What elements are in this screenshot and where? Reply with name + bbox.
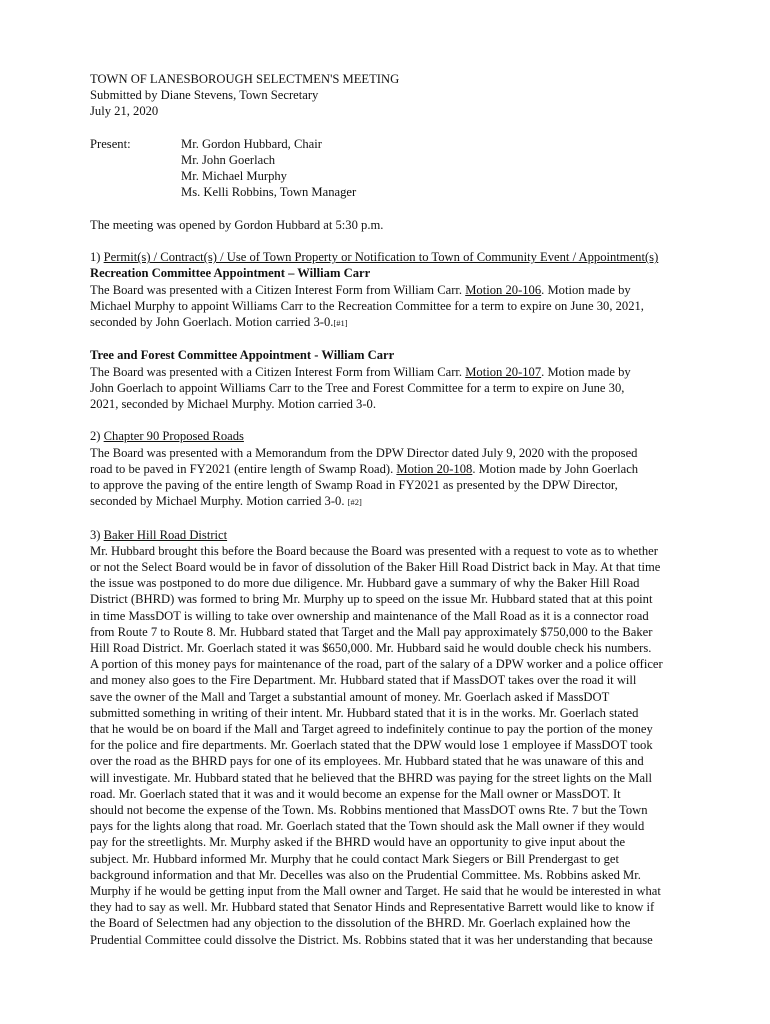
paragraph-line: The Board was presented with a Memorandum from the DPW Director dated July 9, 2020 with the proposed <box>90 445 638 460</box>
section-3-heading: 3) Baker Hill Road District <box>90 527 228 542</box>
paragraph-line: pay for the streetlights. Mr. Murphy asked if the BHRD would have an opportunity to give input about the <box>90 835 626 850</box>
attendee: Mr. Michael Murphy <box>181 169 287 184</box>
paragraph-line: seconded by John Goerlach. Motion carried 3-0.[#1] <box>90 315 348 329</box>
paragraph-line: 2021, seconded by Michael Murphy. Motion carried 3-0. <box>90 397 376 411</box>
paragraph-line: submitted something in writing of their intent. Mr. Hubbard stated that it is in the works. Mr. Goerlach stated <box>90 705 639 720</box>
meeting-date: July 21, 2020 <box>90 104 159 119</box>
paragraph-line: Mr. Hubbard brought this before the Board because the Board was presented with a request to vote as to whether <box>90 543 658 558</box>
paragraph-line: in time MassDOT is willing to take over ownership and maintenance of the Mall Road as it is a connector road <box>90 608 649 623</box>
paragraph-line: road. Mr. Goerlach stated that it was and it would become an expense for the Mall owner or MassDOT. It <box>90 786 621 801</box>
paragraph-line: District (BHRD) was formed to bring Mr. Murphy up to speed on the issue Mr. Hubbard stated that at this point <box>90 592 653 607</box>
paragraph-line: John Goerlach to appoint Williams Carr to the Tree and Forest Committee for a term to expire on June 30, <box>90 380 625 395</box>
tree-forest-appointment-title: Tree and Forest Committee Appointment - William Carr <box>90 348 395 363</box>
submitted-by: Submitted by Diane Stevens, Town Secretary <box>90 88 319 103</box>
motion-number: Motion 20-107 <box>465 364 542 379</box>
paragraph-line: Hill Road District. Mr. Goerlach stated it was $650,000. Mr. Hubbard said he would double check his numbers. <box>90 641 652 656</box>
paragraph-line: for the police and fire departments. Mr. Goerlach stated that the DPW would lose 1 employee if MassDOT took <box>90 738 653 753</box>
paragraph-line: The Board was presented with a Citizen Interest Form from William Carr. Motion 20-107. Motion made by <box>90 364 631 379</box>
paragraph-line: or not the Select Board would be in favor of dissolution of the Baker Hill Road District back in May. At that time <box>90 560 661 574</box>
paragraph-line: Michael Murphy to appoint Williams Carr to the Recreation Committee for a term to expire on June 30, 2021, <box>90 298 644 313</box>
attendee: Ms. Kelli Robbins, Town Manager <box>181 185 357 200</box>
exhibit-note: [#2] <box>347 497 362 508</box>
paragraph-line: they had to say as well. Mr. Hubbard stated that Senator Hinds and Representative Barrett would like to know if <box>90 900 655 915</box>
attendee: Mr. John Goerlach <box>181 153 276 167</box>
paragraph-line: Murphy if he would be getting input from the Mall owner and Target. He said that he would be interested in what <box>90 884 661 899</box>
paragraph-line: the Board of Selectmen had any objection to the dissolution of the BHRD. Mr. Goerlach explained how the <box>90 916 631 931</box>
paragraph-line: The Board was presented with a Citizen Interest Form from William Carr. Motion 20-106. Motion made by <box>90 282 631 297</box>
paragraph-line: will investigate. Mr. Hubbard stated that he believed that the BHRD was paying for the street lights on the Mall <box>90 770 653 785</box>
paragraph-line: should not become the expense of the Town. Ms. Robbins mentioned that MassDOT owns Rte. 7 but the Town <box>90 803 648 818</box>
baker-hill-paragraph <box>90 543 702 948</box>
attendance-block <box>90 136 702 201</box>
paragraph-line: the issue was postponed to do more due diligence. Mr. Hubbard gave a summary of why the Baker Hill Road <box>90 576 640 591</box>
attendee-list <box>181 136 356 201</box>
paragraph-line: to approve the paving of the entire length of Swamp Road in FY2021 as presented by the DPW Director, <box>90 478 618 492</box>
paragraph-line: and money also goes to the Fire Department. Mr. Hubbard stated that if MassDOT takes over the road it will <box>90 673 637 688</box>
paragraph-line: over the road as the BHRD pays for one of its employees. Mr. Hubbard stated that he was unaware of this and <box>90 754 644 769</box>
paragraph-line: subject. Mr. Hubbard informed Mr. Murphy that he could contact Mark Siegers or Bill Prendergast to get <box>90 851 619 866</box>
paragraph-line: that he would be on board if the Mall and Target agreed to indefinitely continue to pay the portion of the money <box>90 722 653 737</box>
minutes-body <box>90 71 702 948</box>
paragraph-line: pays for the lights along that road. Mr. Goerlach stated that the Town should ask the Mall owner if they would <box>90 819 645 834</box>
opening-statement: The meeting was opened by Gordon Hubbard at 5:30 p.m. <box>90 217 384 232</box>
recreation-appointment-title: Recreation Committee Appointment – William Carr <box>90 266 371 281</box>
exhibit-note: [#1] <box>333 318 348 328</box>
paragraph-line: save the owner of the Mall and Target a substantial amount of money. Mr. Goerlach asked if MassDOT <box>90 689 610 704</box>
attendee: Mr. Gordon Hubbard, Chair <box>181 136 322 151</box>
paragraph-line: A portion of this money pays for maintenance of the road, part of the salary of a DPW worker and a police officer <box>90 657 663 672</box>
section-2-heading: 2) Chapter 90 Proposed Roads <box>90 429 244 444</box>
present-label: Present: <box>90 136 131 151</box>
paragraph-line: road to be paved in FY2021 (entire length of Swamp Road). Motion 20-108. Motion made by John Goerlach <box>90 461 639 476</box>
motion-number: Motion 20-108 <box>396 461 473 476</box>
paragraph-line: Prudential Committee could dissolve the District. Ms. Robbins stated that it was her understanding that because <box>90 932 653 947</box>
paragraph-line: from Route 7 to Route 8. Mr. Hubbard stated that Target and the Mall pay approximately $750,000 to the Baker <box>90 624 653 639</box>
paragraph-line: seconded by Michael Murphy. Motion carried 3-0. [#2] <box>90 494 362 509</box>
section-1-heading: 1) Permit(s) / Contract(s) / Use of Town Property or Notification to Town of Community Event / Appointment(s) <box>90 250 659 265</box>
paragraph-line: background information and that Mr. Decelles was also on the Prudential Committee. Ms. Robbins asked Mr. <box>90 867 641 882</box>
motion-number: Motion 20-106 <box>465 282 542 297</box>
document-title: TOWN OF LANESBOROUGH SELECTMEN'S MEETING <box>90 72 400 86</box>
